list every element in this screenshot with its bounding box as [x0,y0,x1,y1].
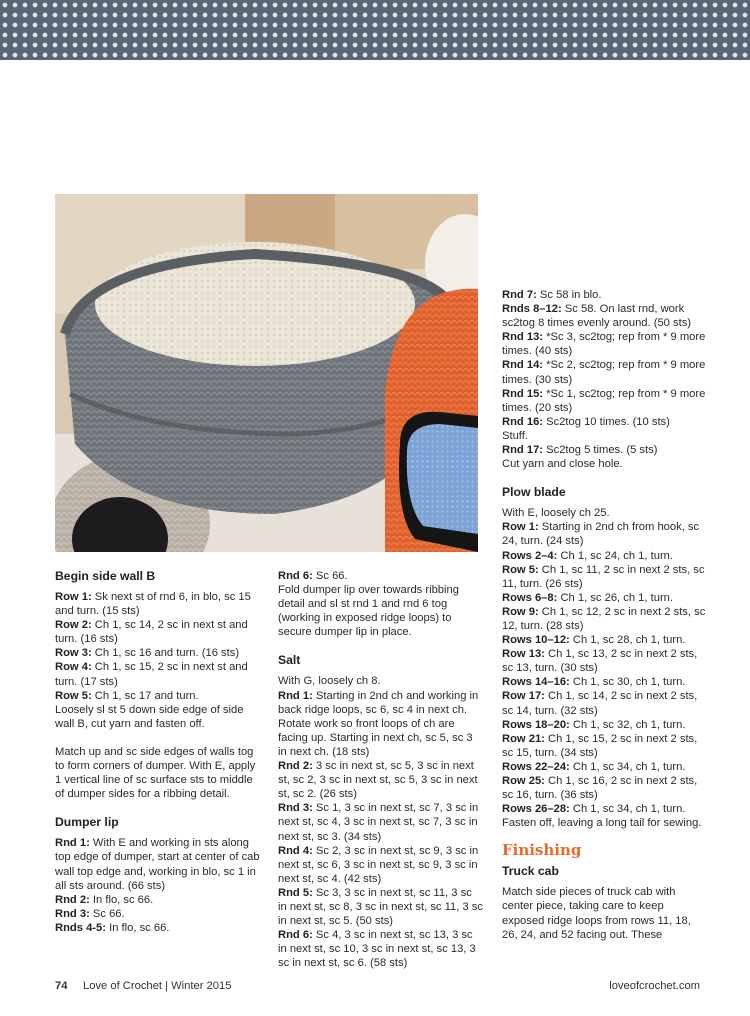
instruction-paragraph: Match up and sc side edges of walls tog to form corners of dumper. With E, apply 1 vertical line of sc surface sts to middle of dumper sides for a ribbing detail. [55,745,256,801]
instruction-line: Row 4: Ch 1, sc 15, 2 sc in next st and turn. (17 sts) [55,661,248,688]
instruction-line: Rnd 6: Sc 4, 3 sc in next st, sc 13, 3 sc in next st, sc 10, 3 sc in next st, sc 13, 3 sc in next st, sc 6. (58 sts) [278,929,476,970]
section-heading-dumper-lip: Dumper lip [55,815,119,830]
instruction-line: Rnd 7: Sc 58 in blo. [502,289,602,301]
footer-left: 74 Love of Crochet | Winter 2015 [55,980,232,992]
magazine-name: Love of Crochet [83,980,162,992]
crochet-truck-photo [55,194,478,552]
text-column-2 [278,569,483,970]
section-heading-truck-cab: Truck cab [502,864,559,879]
section-heading-salt: Salt [278,653,301,668]
instruction-line: Rnd 15: *Sc 1, sc2tog; rep from * 9 more times. (20 sts) [502,387,706,414]
instruction-line: Rnd 14: *Sc 2, sc2tog; rep from * 9 more times. (30 sts) [502,359,706,386]
instruction-line: Rows 18–20: Ch 1, sc 32, ch 1, turn. [502,718,686,731]
section-heading-finishing: Finishing [502,841,582,860]
instruction-line: Rnds 8–12: Sc 58. On last rnd, work sc2tog 8 times evenly around. (50 sts) [502,303,692,330]
instruction-line: Rnd 2: In flo, sc 66. [55,893,154,906]
instruction-line: Rnd 4: Sc 2, 3 sc in next st, sc 9, 3 sc in next st, sc 6, 3 sc in next st, sc 9, 3 sc in next st, sc 4. (42 sts) [278,844,479,885]
instruction-intro: With E, loosely ch 25. [502,507,610,520]
section-heading-plow-blade: Plow blade [502,485,566,500]
instruction-line: Rnd 1: With E and working in sts along top edge of dumper, start at center of cab wall top edge and, working in blo, sc 1 in all sts around. (66 sts) [55,837,260,892]
instruction-line: Rnd 16: Sc2tog 10 times. (10 sts) [502,415,670,428]
instruction-line: Row 3: Ch 1, sc 16 and turn. (16 sts) [55,647,240,660]
instruction-line: Rnd 3: Sc 66. [55,907,125,920]
instruction-line: Rnd 6: Sc 66. [278,570,348,582]
text-column-1 [55,569,260,935]
instruction-line: Row 21: Ch 1, sc 15, 2 sc in next 2 sts, sc 15, turn. (34 sts) [502,732,698,759]
instruction-line: Row 1: Starting in 2nd ch from hook, sc 24, turn. (24 sts) [502,521,700,548]
instruction-line: Rows 14–16: Ch 1, sc 30, ch 1, turn. [502,676,686,689]
instruction-line: Row 17: Ch 1, sc 14, 2 sc in next 2 sts, sc 14, turn. (32 sts) [502,690,698,717]
instruction-line: Rows 10–12: Ch 1, sc 28, ch 1, turn. [502,634,686,647]
instruction-note: Cut yarn and close hole. [502,458,623,471]
decorative-dot-band [0,0,750,60]
issue-name: Winter 2015 [171,980,232,992]
instruction-line: Rows 22–24: Ch 1, sc 34, ch 1, turn. [502,760,686,773]
instruction-note: Loosely sl st 5 down side edge of side wall B, cut yarn and fasten off. [55,703,244,730]
instruction-line: Rnd 5: Sc 3, 3 sc in next st, sc 11, 3 sc in next st, sc 8, 3 sc in next st, sc 11, 3 sc in next st, sc 5. (50 sts) [278,886,483,928]
instruction-line: Rnds 4-5: In flo, sc 66. [55,921,170,934]
instruction-line: Rnd 1: Starting in 2nd ch and working in back ridge loops, sc 6, sc 4 in next ch. Rotate work so front loops of ch are facing up. Starting in next ch, sc 5, sc 3 in next ch. (18 sts) [278,689,479,758]
instruction-line: Rnd 17: Sc2tog 5 times. (5 sts) [502,444,658,457]
instruction-line: Row 9: Ch 1, sc 12, 2 sc in next 2 sts, sc 12, turn. (28 sts) [502,605,706,632]
instruction-line: Row 2: Ch 1, sc 14, 2 sc in next st and turn. (16 sts) [55,619,248,646]
instruction-line: Row 13: Ch 1, sc 13, 2 sc in next 2 sts, sc 13, turn. (30 sts) [502,648,698,675]
instruction-line: Rows 2–4: Ch 1, sc 24, ch 1, turn. [502,549,674,562]
page-number: 74 [55,980,68,992]
instruction-line: Row 5: Ch 1, sc 11, 2 sc in next 2 sts, sc 11, turn. (26 sts) [502,563,705,590]
instruction-note: Stuff. [502,429,528,442]
instruction-intro: With G, loosely ch 8. [278,675,381,688]
instruction-line: Rows 6–8: Ch 1, sc 26, ch 1, turn. [502,591,674,604]
footer-url[interactable]: loveofcrochet.com [609,980,700,992]
instruction-line: Rnd 2: 3 sc in next st, sc 5, 3 sc in next st, sc 2, 3 sc in next st, sc 5, 3 sc in next st, sc 2. (26 sts) [278,760,478,801]
instruction-line: Rows 26–28: Ch 1, sc 34, ch 1, turn. [502,803,686,816]
instruction-paragraph: Match side pieces of truck cab with center piece, taking care to keep exposed ridge loops from rows 11, 18, 26, 24, and 52 facing out. These [502,886,691,941]
instruction-note: Fasten off, leaving a long tail for sewing. [502,817,702,830]
section-heading-begin-side-wall-b: Begin side wall B [55,569,156,583]
instruction-line: Rnd 3: Sc 1, 3 sc in next st, sc 7, 3 sc in next st, sc 4, 3 sc in next st, sc 7, 3 sc in next st, sc 3. (34 sts) [278,802,479,843]
instruction-line: Row 25: Ch 1, sc 16, 2 sc in next 2 sts, sc 16, turn. (36 sts) [502,775,698,802]
text-column-3 [502,288,707,942]
instruction-line: Row 5: Ch 1, sc 17 and turn. [55,689,199,702]
instruction-line: Row 1: Sk next st of rnd 6, in blo, sc 15 and turn. (15 sts) [55,591,251,618]
instruction-note: Fold dumper lip over towards ribbing detail and sl st rnd 1 and rnd 6 tog (working in exposed ridge loops) to secure dumper lip in place. [278,584,459,639]
instruction-line: Rnd 13: *Sc 3, sc2tog; rep from * 9 more times. (40 sts) [502,331,706,358]
